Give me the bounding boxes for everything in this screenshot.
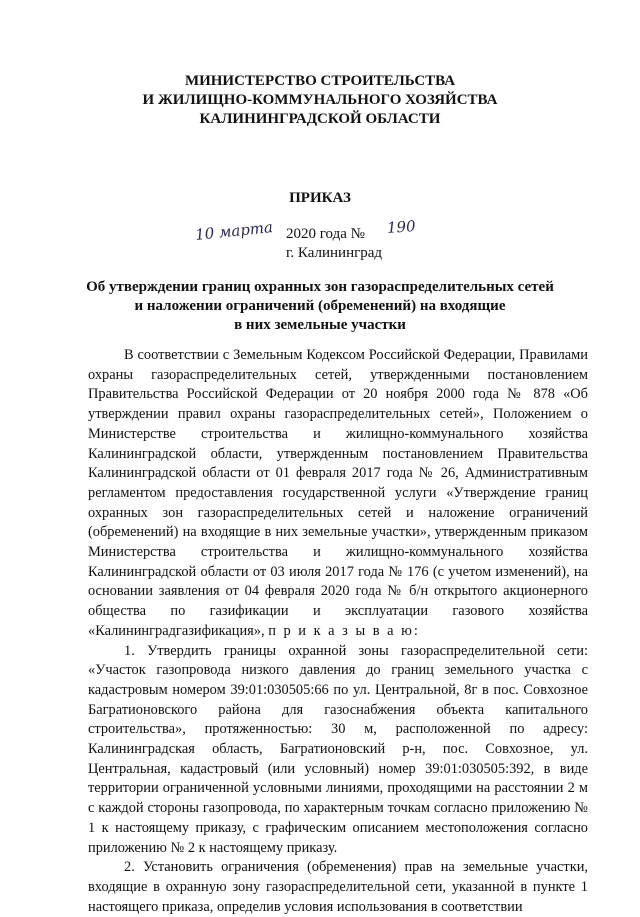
header-line-2: И ЖИЛИЩНО-КОММУНАЛЬНОГО ХОЗЯЙСТВА: [142, 92, 498, 108]
order-date-printed: 2020 года №: [286, 226, 365, 242]
ministry-header: [0, 72, 640, 129]
subject-line-3: в них земельные участки: [234, 317, 406, 333]
order-city: г. Калининград: [285, 245, 383, 261]
item-1-paragraph: 1. Утвердить границы охранной зоны газораспределительной сети: «Участок газопровода низкого давления до границ земельного участка с кадастровым номером 39:01:030505:66 по ул. Центральной, 8г в пос. Совхозное Багратионовского района для газоснабжения объекта капитального строительства», протяженностью: 30 м, расположенной по адресу: Калининградская область, Багратионовский р-н, пос. Совхозное, ул. Центральная, кадастровый (или условный) номер 39:01:030505:392, в виде территории ограниченной условными линиями, проходящими на расстоянии 2 м с каждой стороны газопровода, по характерным точкам согласно приложению № 1 к настоящему приказу, с графическим описанием местоположения согласно приложению № 2 к настоящему приказу.: [88, 642, 588, 856]
decree-word: п р и к а з ы в а ю:: [268, 622, 420, 639]
item-2-paragraph: 2. Установить ограничения (обременения) прав на земельные участки, входящие в охранную зону газораспределительной сети, указанной в пункте 1 настоящего приказа, определив условия использования в соответствии: [88, 859, 588, 915]
header-line-1: МИНИСТЕРСТВО СТРОИТЕЛЬСТВА: [184, 73, 456, 89]
header-line-3: КАЛИНИНГРАДСКОЙ ОБЛАСТИ: [199, 111, 441, 127]
order-subject: [0, 278, 640, 335]
order-title: ПРИКАЗ: [289, 190, 351, 206]
order-body: [88, 346, 588, 917]
subject-line-2: и наложении ограничений (обременений) на входящие: [134, 298, 506, 314]
preamble-text: В соответствии с Земельным Кодексом Российской Федерации, Правилами охраны газораспределительных сетей, утвержденными постановлением Правительства Российской Федерации от 20 ноября 2000 года № 878 «Об утверждении правил охраны газораспределительных сетей», Положением о Министерстве строительства и жилищно-коммунального хозяйства Калининградской области, утвержденным постановлением Правительства Калининградской области от 01 февраля 2017 года № 26, Административным регламентом предоставления государственной услуги «Утверждение границ охранных зон газораспределительных сетей и наложение ограничений (обременений) на входящие в них земельные участки», утвержденным приказом Министерства строительства и жилищно-коммунального хозяйства Калининградской области от 03 июля 2017 года № 176 (с учетом изменений), на основании заявления от 04 февраля 2020 года № б/н открытого акционерного общества по газификации и эксплуатации газового хозяйства «Калининградгазификация»,: [88, 347, 588, 639]
handwritten-order-number: 190: [386, 217, 417, 237]
subject-line-1: Об утверждении границ охранных зон газораспределительных сетей: [86, 279, 554, 295]
handwritten-date: 10 марта: [194, 217, 274, 245]
preamble-paragraph: [88, 346, 588, 642]
